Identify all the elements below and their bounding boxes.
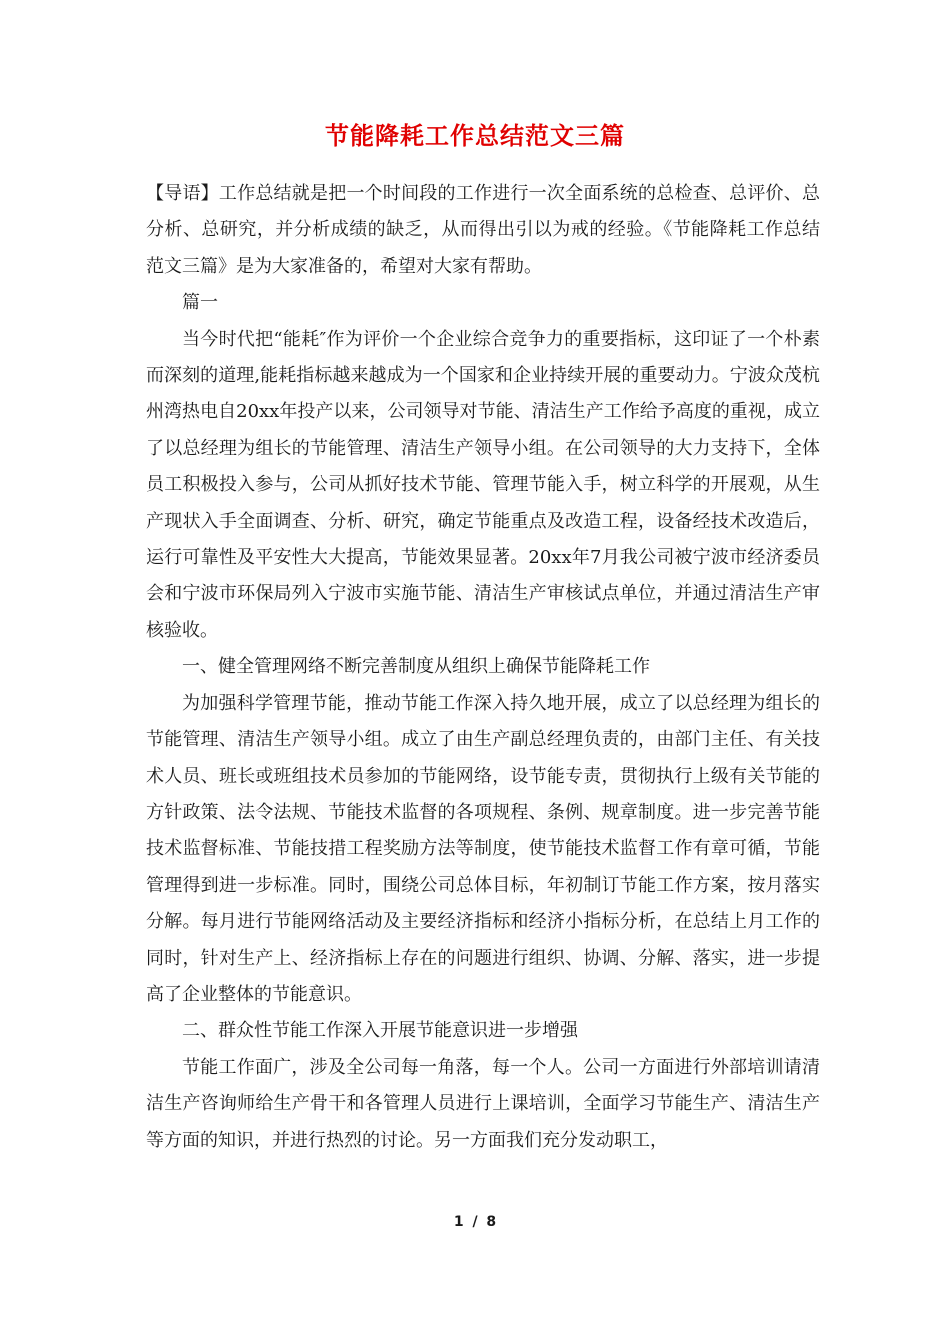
- body-paragraph: 为加强科学管理节能，推动节能工作深入持久地开展，成立了以总经理为组长的节能管理、清洁生产领导小组。成立了由生产副总经理负责的，由部门主任、有关技术人员、班长或班组技术员参加的节能网络，设节能专责，贯彻执行上级有关节能的方针政策、法令法规、节能技术监督的各项规程、条例、规章制度。进一步完善节能技术监督标准、节能技措工程奖励方法等制度，使节能技术监督工作有章可循，节能管理得到进一步标准。同时，围绕公司总体目标，年初制订节能工作方案，按月落实分解。每月进行节能网络活动及主要经济指标和经济小指标分析，在总结上月工作的同时，针对生产上、经济指标上存在的问题进行组织、协调、分解、落实，进一步提高了企业整体的节能意识。: [146, 692, 820, 1005]
- section-label: 篇一: [182, 292, 218, 314]
- body-paragraph: 节能工作面广，涉及全公司每一角落，每一个人。公司一方面进行外部培训请清洁生产咨询师给生产骨干和各管理人员进行上课培训，全面学习节能生产、清洁生产等方面的知识，并进行热烈的讨论。另一方面我们充分发动职工，: [146, 1056, 820, 1151]
- page-title: 节能降耗工作总结范文三篇: [325, 122, 625, 150]
- section-heading: 二、群众性节能工作深入开展节能意识进一步增强: [182, 1020, 578, 1042]
- body-paragraph: 当今时代把“能耗″作为评价一个企业综合竞争力的重要指标，这印证了一个朴素而深刻的道理,能耗指标越来越成为一个国家和企业持续开展的重要动力。宁波众茂杭州湾热电自20xx年投产以来，公司领导对节能、清洁生产工作给予高度的重视，成立了以总经理为组长的节能管理、清洁生产领导小组。在公司领导的大力支持下，全体员工积极投入参与，公司从抓好技术节能、管理节能入手，树立科学的开展观，从生产现状入手全面调查、分析、研究，确定节能重点及改造工程，设备经技术改造后，运行可靠性及平安性大大提高，节能效果显著。20xx年7月我公司被宁波市经济委员会和宁波市环保局列入宁波市实施节能、清洁生产审核试点单位，并通过清洁生产审核验收。: [146, 328, 820, 641]
- document-body: [146, 176, 820, 1159]
- page-number: 1 / 8: [453, 1214, 497, 1230]
- intro-paragraph: 【导语】工作总结就是把一个时间段的工作进行一次全面系统的总检查、总评价、总分析、总研究，并分析成绩的缺乏，从而得出引以为戒的经验。《节能降耗工作总结范文三篇》是为大家准备的，希望对大家有帮助。: [146, 183, 820, 277]
- section-heading: 一、健全管理网络不断完善制度从组织上确保节能降耗工作: [182, 656, 650, 678]
